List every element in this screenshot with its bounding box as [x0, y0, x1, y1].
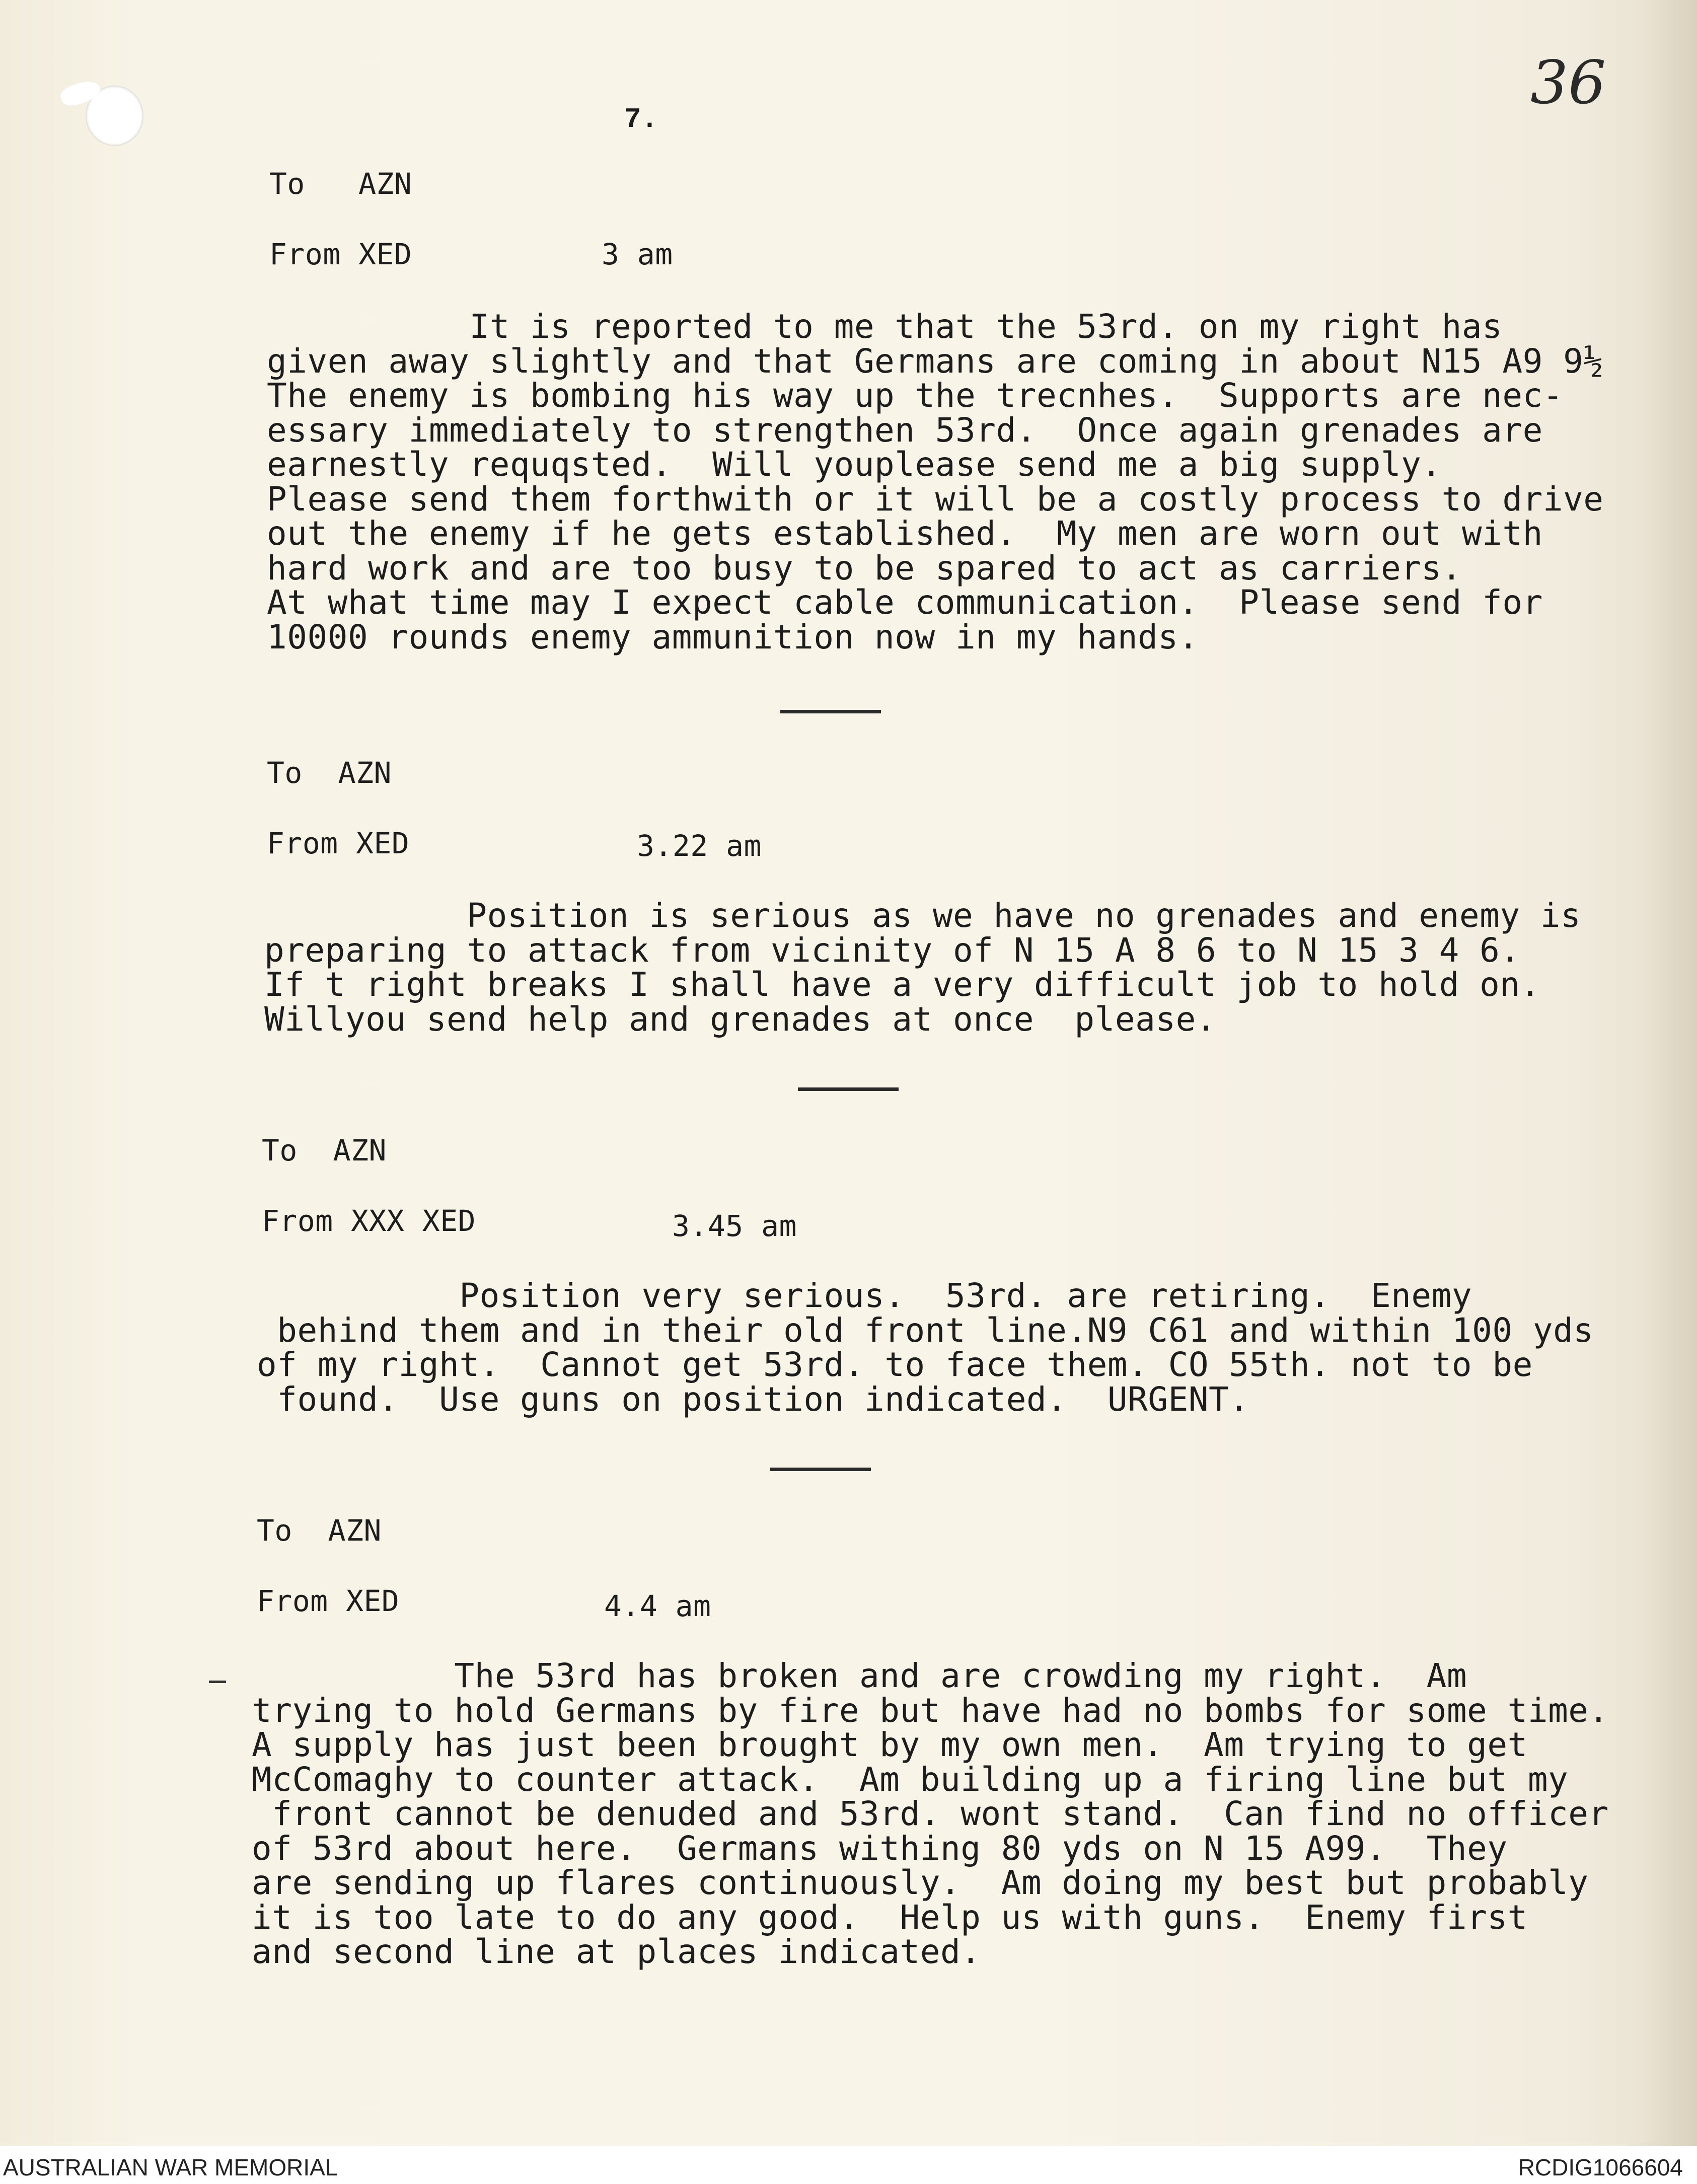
- separator-2: [798, 1087, 899, 1091]
- message-3-body: Position very serious. 53rd. are retiring. Enemy behind them and in their old front line.N9 C61 and within 100 yds of my right. Cannot get 53rd. to face them. CO 55th. not to be found. Use guns on position indicated. URGENT.: [257, 1276, 1594, 1419]
- paper-edge-shadow: [1642, 0, 1697, 2146]
- message-3-to: To AZN: [262, 1133, 387, 1168]
- institution-credit: AUSTRALIAN WAR MEMORIAL: [3, 2154, 338, 2180]
- message-1-to: To AZN: [269, 167, 412, 201]
- message-4-time: 4.4 am: [604, 1589, 711, 1623]
- message-4-body: The 53rd has broken and are crowding my right. Am trying to hold Germans by fire but have had no bombs for some time. A supply has just been brought by my own men. Am trying to get McComaghy to counter attack. Am building up a firing line but my front cannot be denuded and 53rd. wont stand. Can find no officer of 53rd about here. Germans withing 80 yds on N 15 A99. They are sending up flares continuously. Am doing my best but probably it is too late to do any good. Help us with guns. Enemy first and second line at places indicated.: [252, 1656, 1609, 1971]
- separator-3: [770, 1468, 871, 1471]
- message-3-from: From XXX XED: [262, 1204, 476, 1238]
- image-footer: [0, 2146, 1697, 2184]
- message-4-to: To AZN: [257, 1513, 382, 1548]
- page-number: 7.: [624, 103, 658, 135]
- message-1-body: It is reported to me that the 53rd. on my right has given away slightly and that Germans are coming in about N15 A9 9½ The enemy is bombing his way up the trecnhes. Supports are nec- essary immediately to strengthen 53rd. Once again grenades are earnestly requqsted. Will youplease send me a big supply. Please send them forthwith or it will be a costly process to drive out the enemy if he gets established. My men are worn out with hard work and are too busy to be spared to act as carriers. At what time may I expect cable communication. Please send for 10000 rounds enemy ammunition now in my hands.: [267, 307, 1604, 657]
- folio-number: 36: [1530, 48, 1606, 117]
- message-2-body: Position is serious as we have no grenades and enemy is preparing to attack from vicinity of N 15 A 8 6 to N 15 3 4 6. If t right breaks I shall have a very difficult job to hold on. Willyou send help and grenades at once please.: [264, 896, 1581, 1039]
- message-1-time: 3 am: [602, 237, 673, 271]
- separator-1: [780, 710, 881, 713]
- margin-mark: [209, 1681, 226, 1683]
- message-1-from: From XED: [269, 237, 412, 271]
- message-2-to: To AZN: [267, 756, 392, 790]
- message-4-from: From XED: [257, 1584, 400, 1618]
- message-2-from: From XED: [267, 826, 410, 860]
- message-2-time: 3.22 am: [637, 829, 762, 863]
- image-id: RCDIG1066604: [1518, 2154, 1683, 2180]
- message-3-time: 3.45 am: [672, 1209, 797, 1243]
